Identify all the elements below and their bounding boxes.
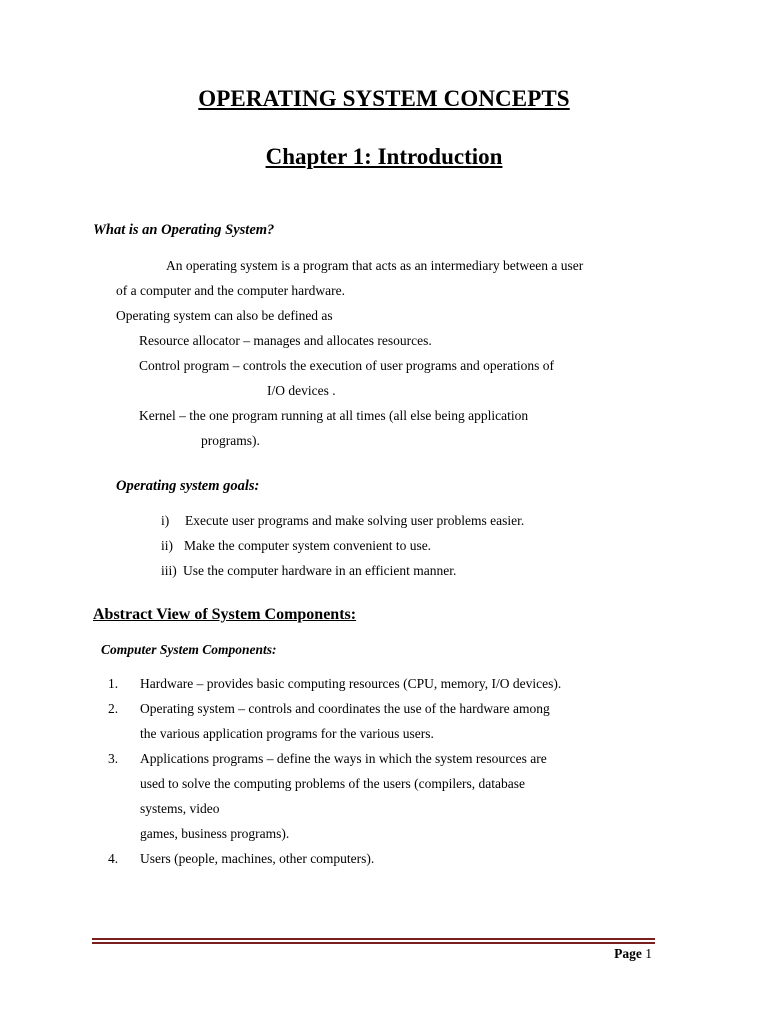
definition-resource-allocator: Resource allocator – manages and allocates resources. <box>139 333 432 348</box>
paragraph-line: Operating system can also be defined as <box>116 308 333 323</box>
component-number: 3. <box>108 751 119 766</box>
paragraph-line: of a computer and the computer hardware. <box>116 283 346 298</box>
section-heading-what-is-os: What is an Operating System? <box>93 222 275 238</box>
page-label: Page <box>614 946 642 961</box>
goal-number: i) <box>161 513 170 528</box>
component-item: Hardware – provides basic computing resources (CPU, memory, I/O devices). <box>140 676 562 691</box>
definition-kernel-cont: programs). <box>201 433 260 448</box>
footer-divider <box>92 938 655 940</box>
component-item: Operating system – controls and coordinates the use of the hardware among <box>140 701 550 716</box>
document-title: OPERATING SYSTEM CONCEPTS <box>198 86 570 111</box>
definition-kernel: Kernel – the one program running at all times (all else being application <box>139 408 529 423</box>
section-heading-os-goals: Operating system goals: <box>116 478 260 494</box>
component-item-cont: used to solve the computing problems of the users (compilers, database <box>140 776 526 791</box>
component-number: 1. <box>108 676 119 691</box>
definition-control-program-cont: I/O devices . <box>267 383 336 398</box>
paragraph-line: An operating system is a program that acts as an intermediary between a user <box>166 258 584 273</box>
component-item-cont: games, business programs). <box>140 826 290 841</box>
component-item-cont: systems, video <box>140 801 220 816</box>
goal-item: Make the computer system convenient to use. <box>184 538 432 553</box>
goal-item: Execute user programs and make solving user problems easier. <box>185 513 525 528</box>
definition-control-program: Control program – controls the execution of user programs and operations of <box>139 358 555 373</box>
component-item: Applications programs – define the ways in which the system resources are <box>140 751 547 766</box>
chapter-title: Chapter 1: Introduction <box>265 144 503 169</box>
component-number: 2. <box>108 701 119 716</box>
component-number: 4. <box>108 851 119 866</box>
component-item-cont: the various application programs for the various users. <box>140 726 434 741</box>
goal-item: Use the computer hardware in an efficient manner. <box>183 563 457 578</box>
footer-divider <box>92 942 655 944</box>
goal-number: ii) <box>161 538 173 553</box>
subheading-system-components: Computer System Components: <box>101 642 277 657</box>
page-footer <box>614 946 652 962</box>
goal-number: iii) <box>161 563 177 578</box>
component-item: Users (people, machines, other computers). <box>140 851 375 866</box>
page-number: 1 <box>645 946 652 961</box>
section-heading-abstract-view: Abstract View of System Components: <box>93 606 357 623</box>
